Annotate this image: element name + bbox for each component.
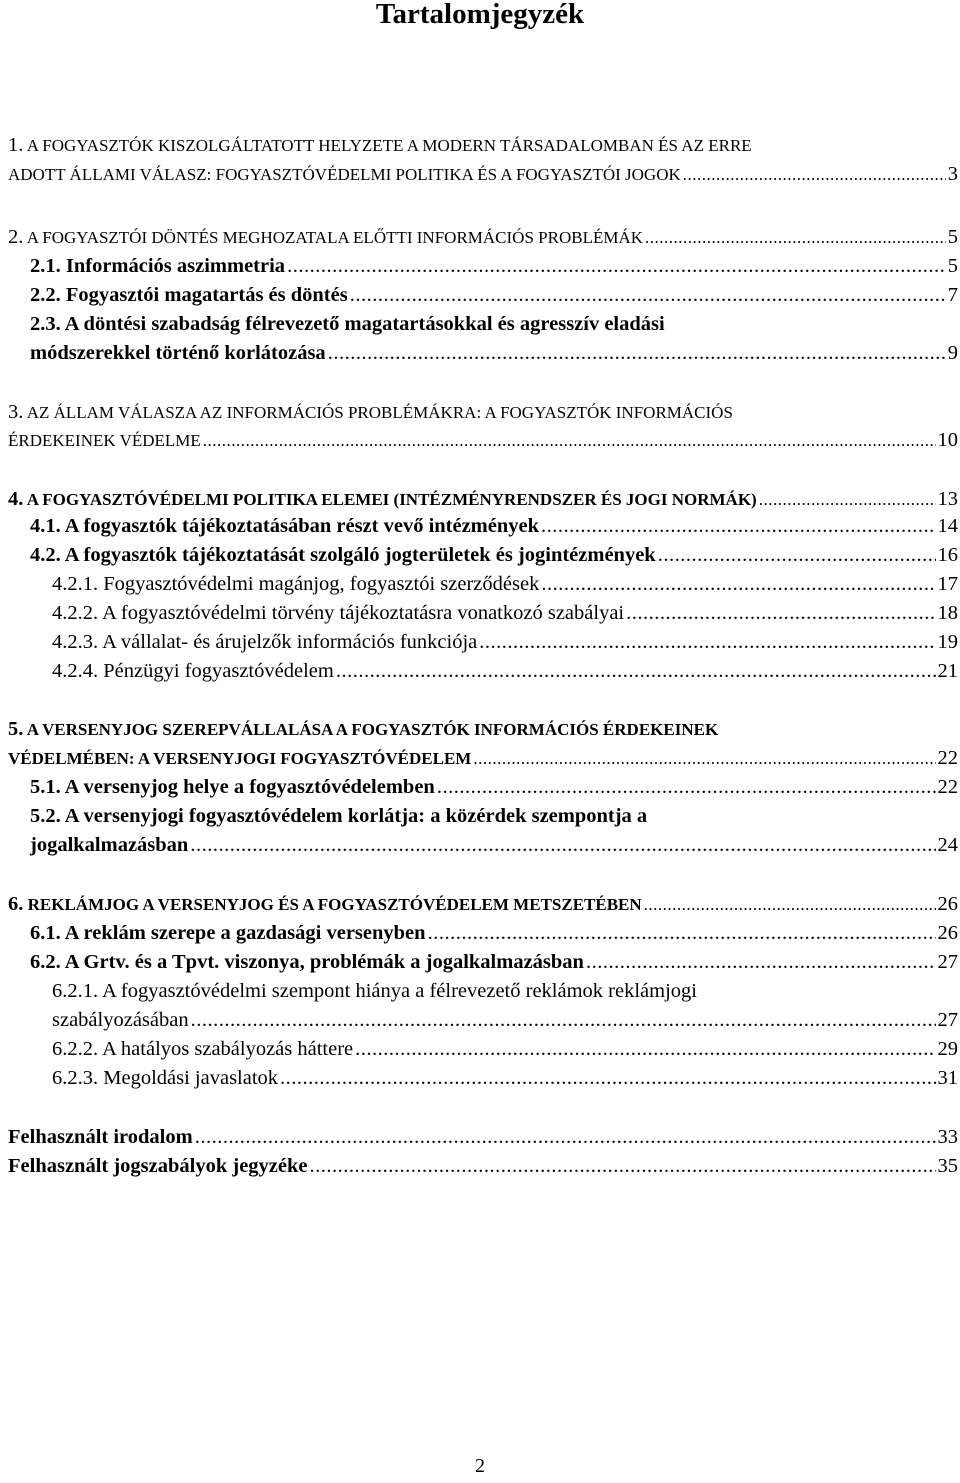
toc-entry-6-2-1[interactable] (52, 1005, 958, 1035)
toc-leader (203, 426, 936, 456)
toc-entry-4-2-4-number: 4.2.4. (52, 660, 99, 682)
toc-entry-5-2-number: 5.2. (30, 805, 61, 827)
toc-entry-5-text: A VERSENYJOG SZEREPVÁLLALÁSA A FOGYASZTÓK INFORMÁCIÓS ÉRDEKEINEK (26, 720, 719, 739)
toc-entry-5-2-text-cont: jogalkalmazásban (30, 834, 189, 856)
toc-leader (683, 160, 946, 190)
toc-leader (428, 918, 936, 948)
toc-leader (328, 338, 946, 368)
toc-entry-1-number: 1. (8, 134, 24, 156)
toc-leader (355, 1034, 935, 1064)
toc-leader (644, 890, 936, 920)
toc-entry-6-2-page: 27 (937, 951, 958, 973)
toc-entry-6-2-3-text: Megoldási javaslatok (103, 1067, 279, 1089)
toc-entry-5-1[interactable] (30, 772, 958, 802)
toc-entry-6-2-2[interactable] (52, 1034, 958, 1064)
toc-entry-3-line1[interactable] (8, 397, 733, 427)
toc-entry-2[interactable] (8, 222, 958, 252)
toc-entry-2-2[interactable] (30, 280, 958, 310)
toc-entry-6[interactable] (8, 889, 958, 919)
toc-entry-4-2-2-number: 4.2.2. (52, 602, 99, 624)
toc-entry-4-1-page: 14 (937, 515, 958, 537)
toc-entry-1-text: A FOGYASZTÓK KISZOLGÁLTATOTT HELYZETE A MODERN TÁRSADALOMBAN ÉS AZ ERRE (26, 136, 752, 155)
toc-entry-1-text-cont: ADOTT ÁLLAMI VÁLASZ: FOGYASZTÓVÉDELMI POLITIKA ÉS A FOGYASZTÓI JOGOK (8, 165, 681, 184)
toc-entry-5-2[interactable] (30, 830, 958, 860)
toc-leader (473, 744, 935, 774)
toc-leader (191, 1005, 936, 1035)
toc-entry-3-page: 10 (937, 429, 958, 451)
toc-entry-3[interactable] (8, 425, 958, 455)
toc-entry-laws-text: Felhasznált jogszabályok jegyzéke (8, 1155, 308, 1177)
toc-leader (658, 540, 936, 570)
toc-entry-1-line1[interactable] (8, 130, 752, 160)
toc-entry-4-1-number: 4.1. (30, 515, 61, 537)
toc-leader (280, 1063, 935, 1093)
toc-leader (626, 598, 935, 628)
toc-entry-1-page: 3 (947, 163, 958, 185)
toc-entry-2-2-number: 2.2. (30, 284, 61, 306)
toc-entry-6-1[interactable] (30, 918, 958, 948)
toc-entry-5-2-text: A versenyjogi fogyasztóvédelem korlátja: a közérdek szempontja a (64, 805, 648, 827)
toc-entry-2-3-text: A döntési szabadság félrevezető magatartásokkal és agresszív eladási (64, 313, 665, 335)
toc-entry-4-text: A FOGYASZTÓVÉDELMI POLITIKA ELEMEI (INTÉZMÉNYRENDSZER ÉS JOGI NORMÁK) (26, 490, 757, 509)
toc-entry-4-1-text: A fogyasztók tájékoztatásában részt vevő intézmények (64, 515, 540, 537)
toc-entry-4-2-number: 4.2. (30, 544, 61, 566)
page-title: Tartalomjegyzék (375, 0, 585, 30)
toc-entry-laws-page: 35 (937, 1155, 958, 1177)
toc-entry-5-page: 22 (937, 747, 958, 769)
toc-entry-5[interactable] (8, 743, 958, 773)
toc-entry-2-1-number: 2.1. (30, 255, 61, 277)
toc-entry-4-2-4-text: Pénzügyi fogyasztóvédelem (103, 660, 334, 682)
toc-leader (541, 511, 935, 541)
toc-entry-2-text: A FOGYASZTÓI DÖNTÉS MEGHOZATALA ELŐTTI INFORMÁCIÓS PROBLÉMÁK (26, 228, 644, 247)
toc-entry-2-3[interactable] (30, 338, 958, 368)
toc-entry-6-2-2-text: A hatályos szabályozás háttere (102, 1038, 354, 1060)
toc-entry-6-2-3-number: 6.2.3. (52, 1067, 99, 1089)
toc-entry-2-3-text-cont: módszerekkel történő korlátozása (30, 342, 326, 364)
toc-entry-6-2-1-number: 6.2.1. (52, 980, 99, 1002)
toc-entry-4-2-4[interactable] (52, 656, 958, 686)
toc-entry-4-2-2[interactable] (52, 598, 958, 628)
toc-entry-6-2-number: 6.2. (30, 951, 61, 973)
toc-entry-2-1-text: Információs aszimmetria (65, 255, 286, 277)
toc-entry-6-1-text: A reklám szerepe a gazdasági versenyben (64, 922, 426, 944)
toc-entry-4-2-3-number: 4.2.3. (52, 631, 99, 653)
toc-leader (190, 830, 935, 860)
toc-entry-4-number: 4. (8, 488, 24, 510)
toc-entry-6-2-1-text-cont: szabályozásában (52, 1009, 189, 1031)
toc-entry-4-2-4-page: 21 (937, 660, 958, 682)
toc-entry-6-2-1-page: 27 (937, 1009, 958, 1031)
toc-entry-5-number: 5. (8, 718, 24, 740)
toc-entry-5-1-number: 5.1. (30, 776, 61, 798)
toc-entry-2-3-line1[interactable] (30, 309, 665, 339)
toc-leader (287, 251, 946, 281)
toc-entry-6-page: 26 (937, 893, 958, 915)
toc-entry-6-number: 6. (8, 893, 24, 915)
toc-entry-4[interactable] (8, 484, 958, 514)
toc-entry-2-3-number: 2.3. (30, 313, 61, 335)
toc-leader (479, 627, 935, 657)
toc-leader (541, 569, 935, 599)
toc-entry-5-2-line1[interactable] (30, 801, 647, 831)
toc-leader (437, 772, 936, 802)
toc-entry-5-text-cont: VÉDELMÉBEN: A VERSENYJOGI FOGYASZTÓVÉDELEM (8, 749, 472, 768)
toc-entry-4-1[interactable] (30, 511, 958, 541)
toc-entry-4-2-3-page: 19 (937, 631, 958, 653)
toc-entry-4-page: 13 (937, 488, 958, 510)
toc-entry-6-2-3[interactable] (52, 1063, 958, 1093)
toc-entry-2-page: 5 (947, 226, 958, 248)
toc-leader (336, 656, 936, 686)
toc-entry-5-1-page: 22 (937, 776, 958, 798)
toc-entry-4-2-1-text: Fogyasztóvédelmi magánjog, fogyasztói szerződések (103, 573, 540, 595)
toc-entry-2-1-page: 5 (947, 255, 958, 277)
toc-entry-3-number: 3. (8, 401, 24, 423)
toc-entry-5-line1[interactable] (8, 714, 718, 744)
toc-entry-6-2-2-number: 6.2.2. (52, 1038, 99, 1060)
toc-leader (195, 1122, 936, 1152)
toc-entry-4-2-1-number: 4.2.1. (52, 573, 99, 595)
toc-entry-4-2-1[interactable] (52, 569, 958, 599)
toc-entry-6-2-text: A Grtv. és a Tpvt. viszonya, problémák a jogalkalmazásban (64, 951, 584, 973)
toc-entry-6-1-number: 6.1. (30, 922, 61, 944)
toc-entry-3-text: AZ ÁLLAM VÁLASZA AZ INFORMÁCIÓS PROBLÉMÁKRA: A FOGYASZTÓK INFORMÁCIÓS (26, 403, 733, 422)
page-number: 2 (475, 1455, 485, 1477)
toc-entry-6-2-1-text: A fogyasztóvédelmi szempont hiánya a félrevezető reklámok reklámjogi (102, 980, 697, 1002)
toc-entry-2-2-page: 7 (947, 284, 958, 306)
toc-leader (350, 280, 946, 310)
toc-entry-1[interactable] (8, 159, 958, 189)
toc-leader (310, 1151, 936, 1181)
toc-entry-4-2-text: A fogyasztók tájékoztatását szolgáló jogterületek és jogintézmények (64, 544, 656, 566)
toc-entry-4-2-1-page: 17 (937, 573, 958, 595)
toc-entry-laws[interactable] (8, 1151, 958, 1181)
toc-entry-6-2-2-page: 29 (937, 1038, 958, 1060)
toc-entry-4-2[interactable] (30, 540, 958, 570)
toc-entry-literature-text: Felhasznált irodalom (8, 1126, 193, 1148)
toc-entry-6-2-3-page: 31 (937, 1067, 958, 1089)
toc-entry-4-2-3[interactable] (52, 627, 958, 657)
toc-entry-4-2-2-text: A fogyasztóvédelmi törvény tájékoztatásra vonatkozó szabályai (102, 602, 625, 624)
toc-entry-2-number: 2. (8, 226, 24, 248)
toc-leader (586, 947, 936, 977)
toc-entry-2-1[interactable] (30, 251, 958, 281)
toc-leader (645, 223, 946, 253)
toc-entry-literature[interactable] (8, 1122, 958, 1152)
toc-entry-literature-page: 33 (937, 1126, 958, 1148)
toc-entry-4-2-page: 16 (937, 544, 958, 566)
toc-entry-6-2[interactable] (30, 947, 958, 977)
toc-entry-2-2-text: Fogyasztói magatartás és döntés (65, 284, 348, 306)
toc-entry-4-2-3-text: A vállalat- és árujelzők információs funkciója (102, 631, 478, 653)
toc-entry-2-3-page: 9 (947, 342, 958, 364)
toc-entry-6-1-page: 26 (937, 922, 958, 944)
toc-entry-6-2-1-line1[interactable] (52, 976, 697, 1006)
toc-entry-4-2-2-page: 18 (937, 602, 958, 624)
toc-entry-6-text: REKLÁMJOG A VERSENYJOG ÉS A FOGYASZTÓVÉDELEM METSZETÉBEN (27, 895, 642, 914)
toc-entry-3-text-cont: ÉRDEKEINEK VÉDELME (8, 431, 201, 450)
toc-entry-5-1-text: A versenyjog helye a fogyasztóvédelemben (64, 776, 435, 798)
toc-entry-5-2-page: 24 (937, 834, 958, 856)
